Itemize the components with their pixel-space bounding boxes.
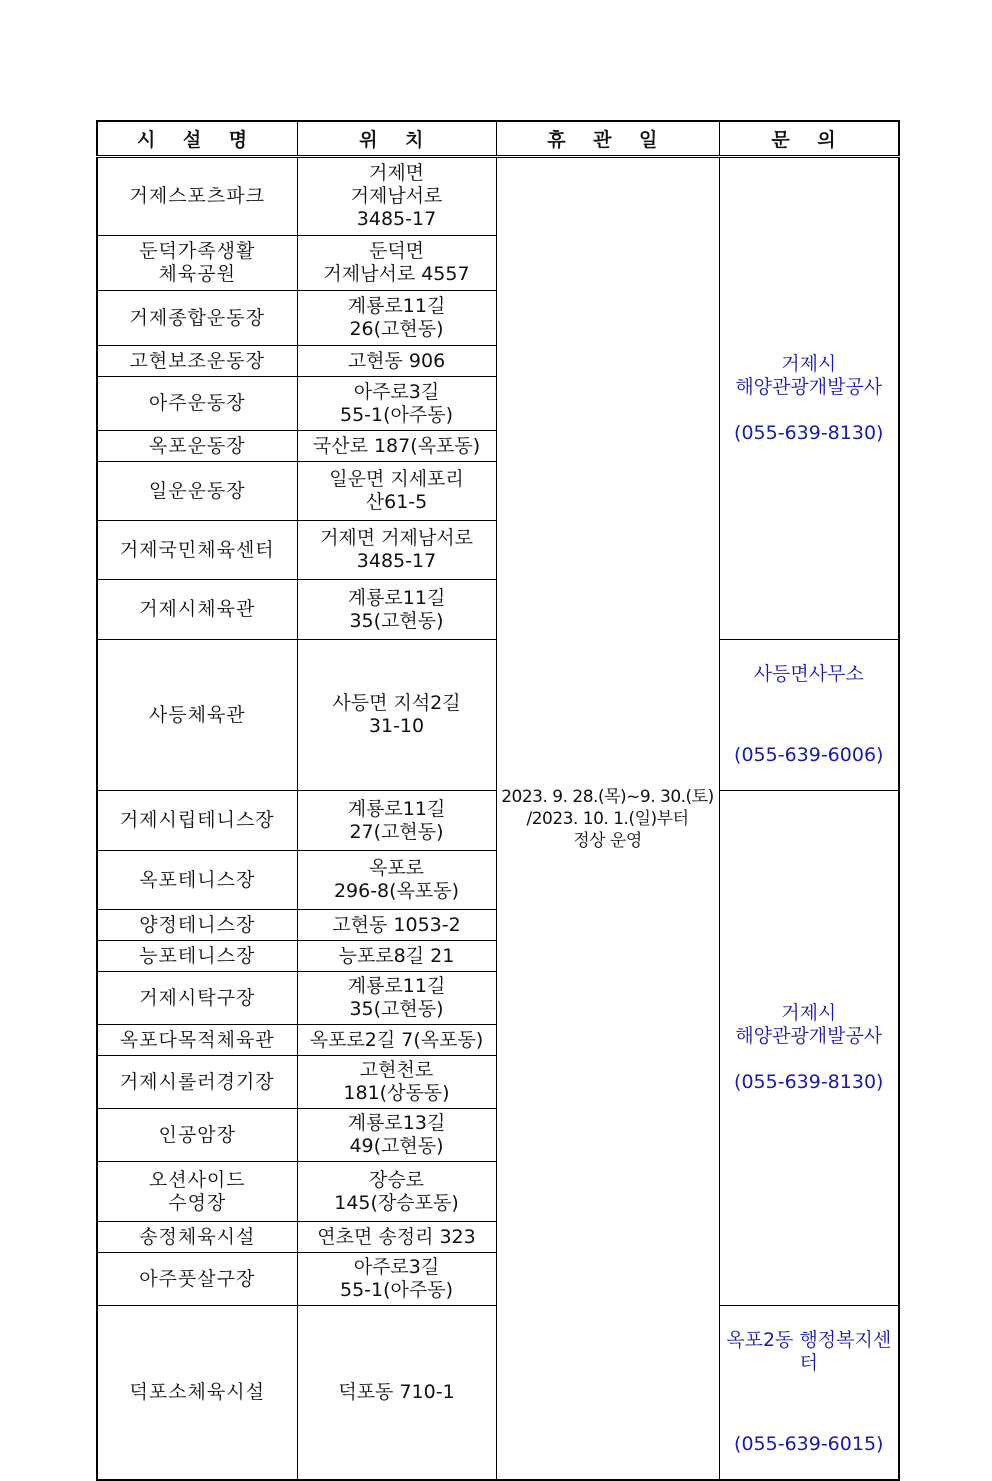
facility-name: 고현보조운동장 [97, 346, 297, 377]
facility-location: 고현동 906 [297, 346, 496, 377]
contact-cell [719, 640, 899, 791]
facility-location: 계룡로11길 27(고현동) [297, 791, 496, 851]
facility-name: 거제국민체육센터 [97, 521, 297, 580]
facility-name: 송정체육시설 [97, 1222, 297, 1253]
facility-name: 옥포테니스장 [97, 851, 297, 910]
facility-location: 장승로 145(장승포동) [297, 1162, 496, 1222]
contact-phone: (055-639-8130) [734, 421, 884, 444]
facility-location: 옥포로 296-8(옥포동) [297, 851, 496, 910]
facility-location: 계룡로13길 49(고현동) [297, 1109, 496, 1162]
contact-phone: (055-639-6015) [734, 1433, 884, 1455]
facility-location: 고현천로 181(상동동) [297, 1056, 496, 1109]
facility-location: 아주로3길 55-1(아주동) [297, 377, 496, 431]
facility-location: 덕포동 710-1 [297, 1306, 496, 1481]
facility-location: 일운면 지세포리 산61-5 [297, 462, 496, 521]
facility-location: 거제면 거제남서로 3485-17 [297, 521, 496, 580]
closed-period-cell: 2023. 9. 28.(목)~9. 30.(토) /2023. 10. 1.(일)부터 정상 운영 [496, 157, 719, 1481]
facility-name: 거제시립테니스장 [97, 791, 297, 851]
facility-location: 능포로8길 21 [297, 941, 496, 972]
contact-name: 거제시 해양관광개발공사 [735, 1002, 883, 1047]
contact-phone: (055-639-8130) [734, 1071, 884, 1093]
facility-name: 옥포다목적체육관 [97, 1025, 297, 1056]
facility-name: 거제시체육관 [97, 580, 297, 640]
contact-phone: (055-639-6006) [734, 744, 884, 766]
contact-cell [719, 791, 899, 1306]
facility-name: 거제시롤러경기장 [97, 1056, 297, 1109]
header-inquiry: 문 의 [719, 121, 899, 157]
facility-name: 일운운동장 [97, 462, 297, 521]
facility-name: 오션사이드 수영장 [97, 1162, 297, 1222]
facility-name: 사등체육관 [97, 640, 297, 791]
facility-location: 거제면 거제남서로 3485-17 [297, 157, 496, 236]
facility-location: 아주로3길 55-1(아주동) [297, 1253, 496, 1306]
facility-name: 인공암장 [97, 1109, 297, 1162]
table-header-row [97, 121, 899, 157]
facility-name: 둔덕가족생활 체육공원 [97, 236, 297, 291]
facility-name: 거제종합운동장 [97, 291, 297, 346]
facility-location: 옥포로2길 7(옥포동) [297, 1025, 496, 1056]
header-facility-name: 시 설 명 [97, 121, 297, 157]
table-row [97, 157, 899, 236]
facility-name: 아주운동장 [97, 377, 297, 431]
facility-name: 능포테니스장 [97, 941, 297, 972]
facility-location: 사등면 지석2길 31-10 [297, 640, 496, 791]
contact-name: 사등면사무소 [753, 663, 864, 685]
facility-location: 고현동 1053-2 [297, 910, 496, 941]
facility-location: 계룡로11길 35(고현동) [297, 580, 496, 640]
facility-name: 거제스포츠파크 [97, 157, 297, 236]
facility-name: 옥포운동장 [97, 431, 297, 462]
header-closed-days: 휴 관 일 [496, 121, 719, 157]
header-location: 위 치 [297, 121, 496, 157]
facility-location: 계룡로11길 35(고현동) [297, 972, 496, 1025]
facility-name: 덕포소체육시설 [97, 1306, 297, 1481]
contact-cell [719, 1306, 899, 1481]
facility-name: 아주풋살구장 [97, 1253, 297, 1306]
facility-closure-table [96, 120, 900, 1481]
facility-location: 계룡로11길 26(고현동) [297, 291, 496, 346]
contact-name: 거제시 해양관광개발공사 [735, 352, 883, 398]
facility-location: 국산로 187(옥포동) [297, 431, 496, 462]
facility-name: 거제시탁구장 [97, 972, 297, 1025]
facility-location: 둔덕면 거제남서로 4557 [297, 236, 496, 291]
facility-location: 연초면 송정리 323 [297, 1222, 496, 1253]
contact-cell [719, 157, 899, 640]
contact-name: 옥포2동 행정복지센터 [726, 1329, 892, 1374]
facility-name: 양정테니스장 [97, 910, 297, 941]
